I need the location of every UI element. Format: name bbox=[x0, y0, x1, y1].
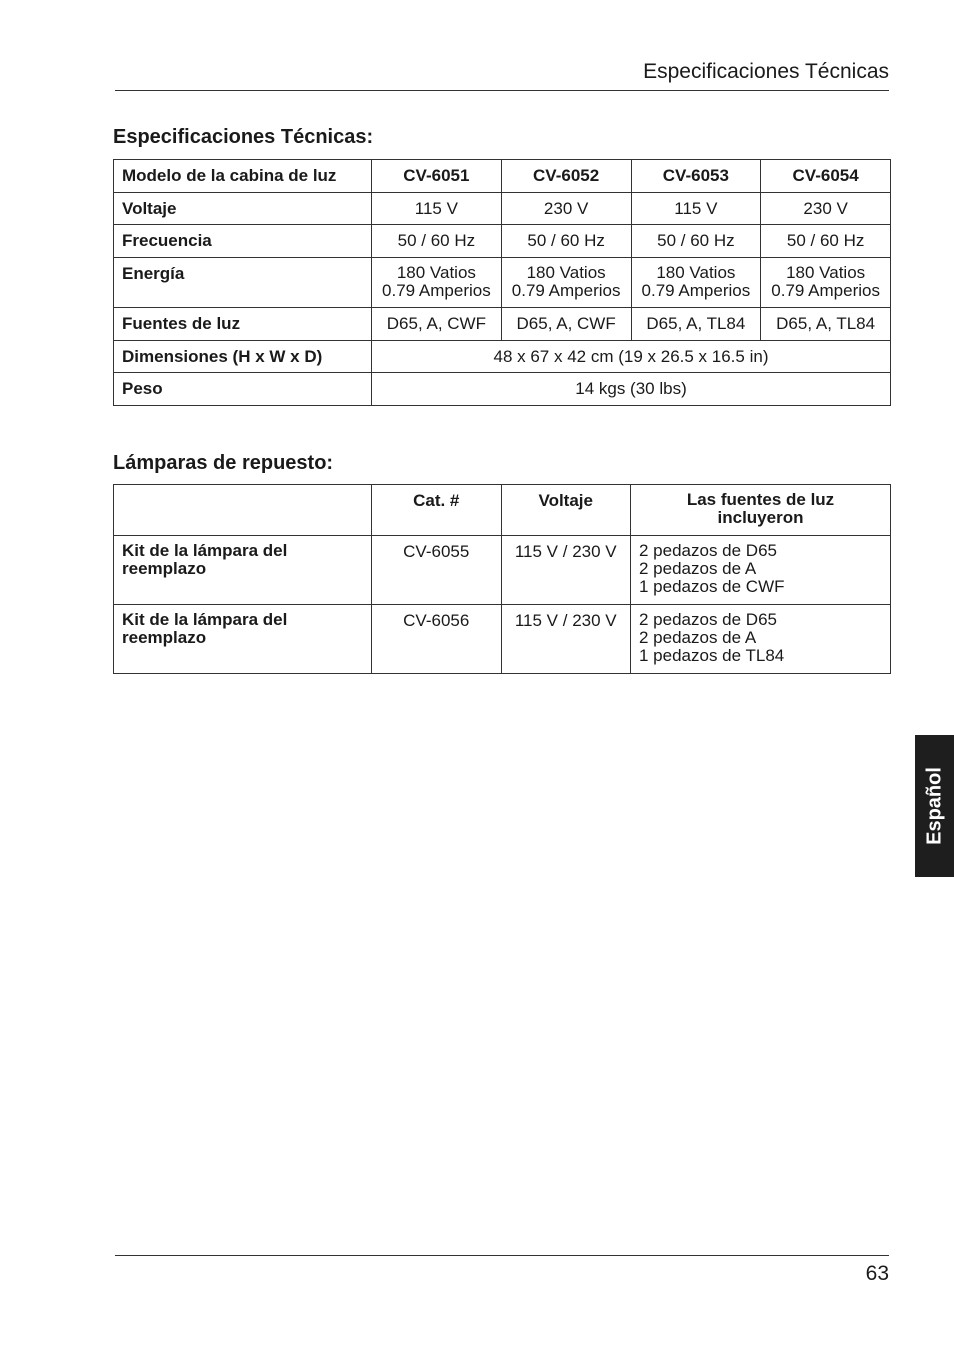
voltage-value: 115 V bbox=[372, 193, 502, 225]
kit-name-line: Kit de la lámpara del bbox=[122, 541, 288, 560]
frequency-row bbox=[114, 225, 891, 258]
kit-cat: CV-6055 bbox=[372, 536, 502, 605]
lamp-section-title: Lámparas de repuesto: bbox=[113, 452, 334, 474]
lamp-table bbox=[113, 484, 891, 674]
list-item: 2 pedazos de D65 bbox=[639, 610, 777, 629]
voltage-value: 230 V bbox=[501, 193, 631, 225]
energy-amps: 0.79 Amperios bbox=[382, 281, 491, 300]
energy-value bbox=[761, 258, 891, 308]
light-sources-value: D65, A, CWF bbox=[372, 308, 502, 341]
weight-value: 14 kgs (30 lbs) bbox=[372, 373, 891, 406]
footer-rule bbox=[115, 1255, 889, 1256]
dimensions-row bbox=[114, 341, 891, 373]
kit-name-line: Kit de la lámpara del bbox=[122, 610, 288, 629]
dimensions-label: Dimensiones (H x W x D) bbox=[114, 341, 372, 373]
energy-amps: 0.79 Amperios bbox=[511, 281, 621, 300]
model-label: Modelo de la cabina de luz bbox=[114, 160, 372, 193]
model-cv6052: CV-6052 bbox=[501, 160, 631, 193]
kit-voltage: 115 V / 230 V bbox=[501, 536, 631, 605]
list-item: 2 pedazos de A bbox=[639, 628, 757, 647]
kit-name bbox=[114, 536, 372, 605]
model-cv6051: CV-6051 bbox=[372, 160, 502, 193]
sources-header-line: Las fuentes de luz bbox=[686, 490, 835, 509]
kit-items bbox=[631, 605, 891, 674]
frequency-value: 50 / 60 Hz bbox=[761, 225, 891, 258]
energy-watts: 180 Vatios bbox=[786, 263, 866, 282]
light-sources-value: D65, A, CWF bbox=[501, 308, 631, 341]
kit-cat: CV-6056 bbox=[372, 605, 502, 674]
light-sources-value: D65, A, TL84 bbox=[631, 308, 761, 341]
frequency-value: 50 / 60 Hz bbox=[501, 225, 631, 258]
empty-header-cell bbox=[114, 485, 372, 536]
energy-watts: 180 Vatios bbox=[396, 263, 476, 282]
energy-amps: 0.79 Amperios bbox=[641, 281, 751, 300]
weight-label: Peso bbox=[114, 373, 372, 406]
running-header-title: Especificaciones Técnicas bbox=[643, 60, 889, 83]
weight-row bbox=[114, 373, 891, 406]
voltage-value: 115 V bbox=[631, 193, 761, 225]
frequency-label: Frecuencia bbox=[114, 225, 372, 258]
header-rule bbox=[115, 90, 889, 91]
sources-header bbox=[631, 485, 891, 536]
energy-value bbox=[631, 258, 761, 308]
table-row bbox=[114, 605, 891, 674]
light-sources-row bbox=[114, 308, 891, 341]
voltage-header: Voltaje bbox=[501, 485, 631, 536]
kit-name bbox=[114, 605, 372, 674]
energy-watts: 180 Vatios bbox=[656, 263, 736, 282]
energy-label: Energía bbox=[114, 258, 372, 308]
list-item: 1 pedazos de CWF bbox=[639, 577, 785, 596]
table-row bbox=[114, 536, 891, 605]
kit-items bbox=[631, 536, 891, 605]
language-label: Español bbox=[923, 767, 945, 845]
spec-section-title: Especificaciones Técnicas: bbox=[113, 126, 374, 148]
voltage-value: 230 V bbox=[761, 193, 891, 225]
spec-header-row bbox=[114, 160, 891, 193]
spec-table bbox=[113, 159, 891, 406]
list-item: 2 pedazos de A bbox=[639, 559, 757, 578]
frequency-value: 50 / 60 Hz bbox=[372, 225, 502, 258]
energy-value bbox=[501, 258, 631, 308]
cat-header: Cat. # bbox=[372, 485, 502, 536]
language-side-tab bbox=[915, 735, 954, 877]
model-cv6053: CV-6053 bbox=[631, 160, 761, 193]
dimensions-value: 48 x 67 x 42 cm (19 x 26.5 x 16.5 in) bbox=[372, 341, 891, 373]
list-item: 1 pedazos de TL84 bbox=[639, 646, 785, 665]
energy-value bbox=[372, 258, 502, 308]
energy-row bbox=[114, 258, 891, 308]
light-sources-label: Fuentes de luz bbox=[114, 308, 372, 341]
voltage-label: Voltaje bbox=[114, 193, 372, 225]
model-cv6054: CV-6054 bbox=[761, 160, 891, 193]
light-sources-value: D65, A, TL84 bbox=[761, 308, 891, 341]
energy-watts: 180 Vatios bbox=[526, 263, 606, 282]
kit-name-line: reemplazo bbox=[122, 559, 207, 578]
lamp-header-row bbox=[114, 485, 891, 536]
voltage-row bbox=[114, 193, 891, 225]
page-number: 63 bbox=[865, 1262, 889, 1285]
kit-name-line: reemplazo bbox=[122, 628, 207, 647]
energy-amps: 0.79 Amperios bbox=[771, 281, 880, 300]
list-item: 2 pedazos de D65 bbox=[639, 541, 777, 560]
kit-voltage: 115 V / 230 V bbox=[501, 605, 631, 674]
frequency-value: 50 / 60 Hz bbox=[631, 225, 761, 258]
sources-header-line: incluyeron bbox=[717, 508, 804, 527]
